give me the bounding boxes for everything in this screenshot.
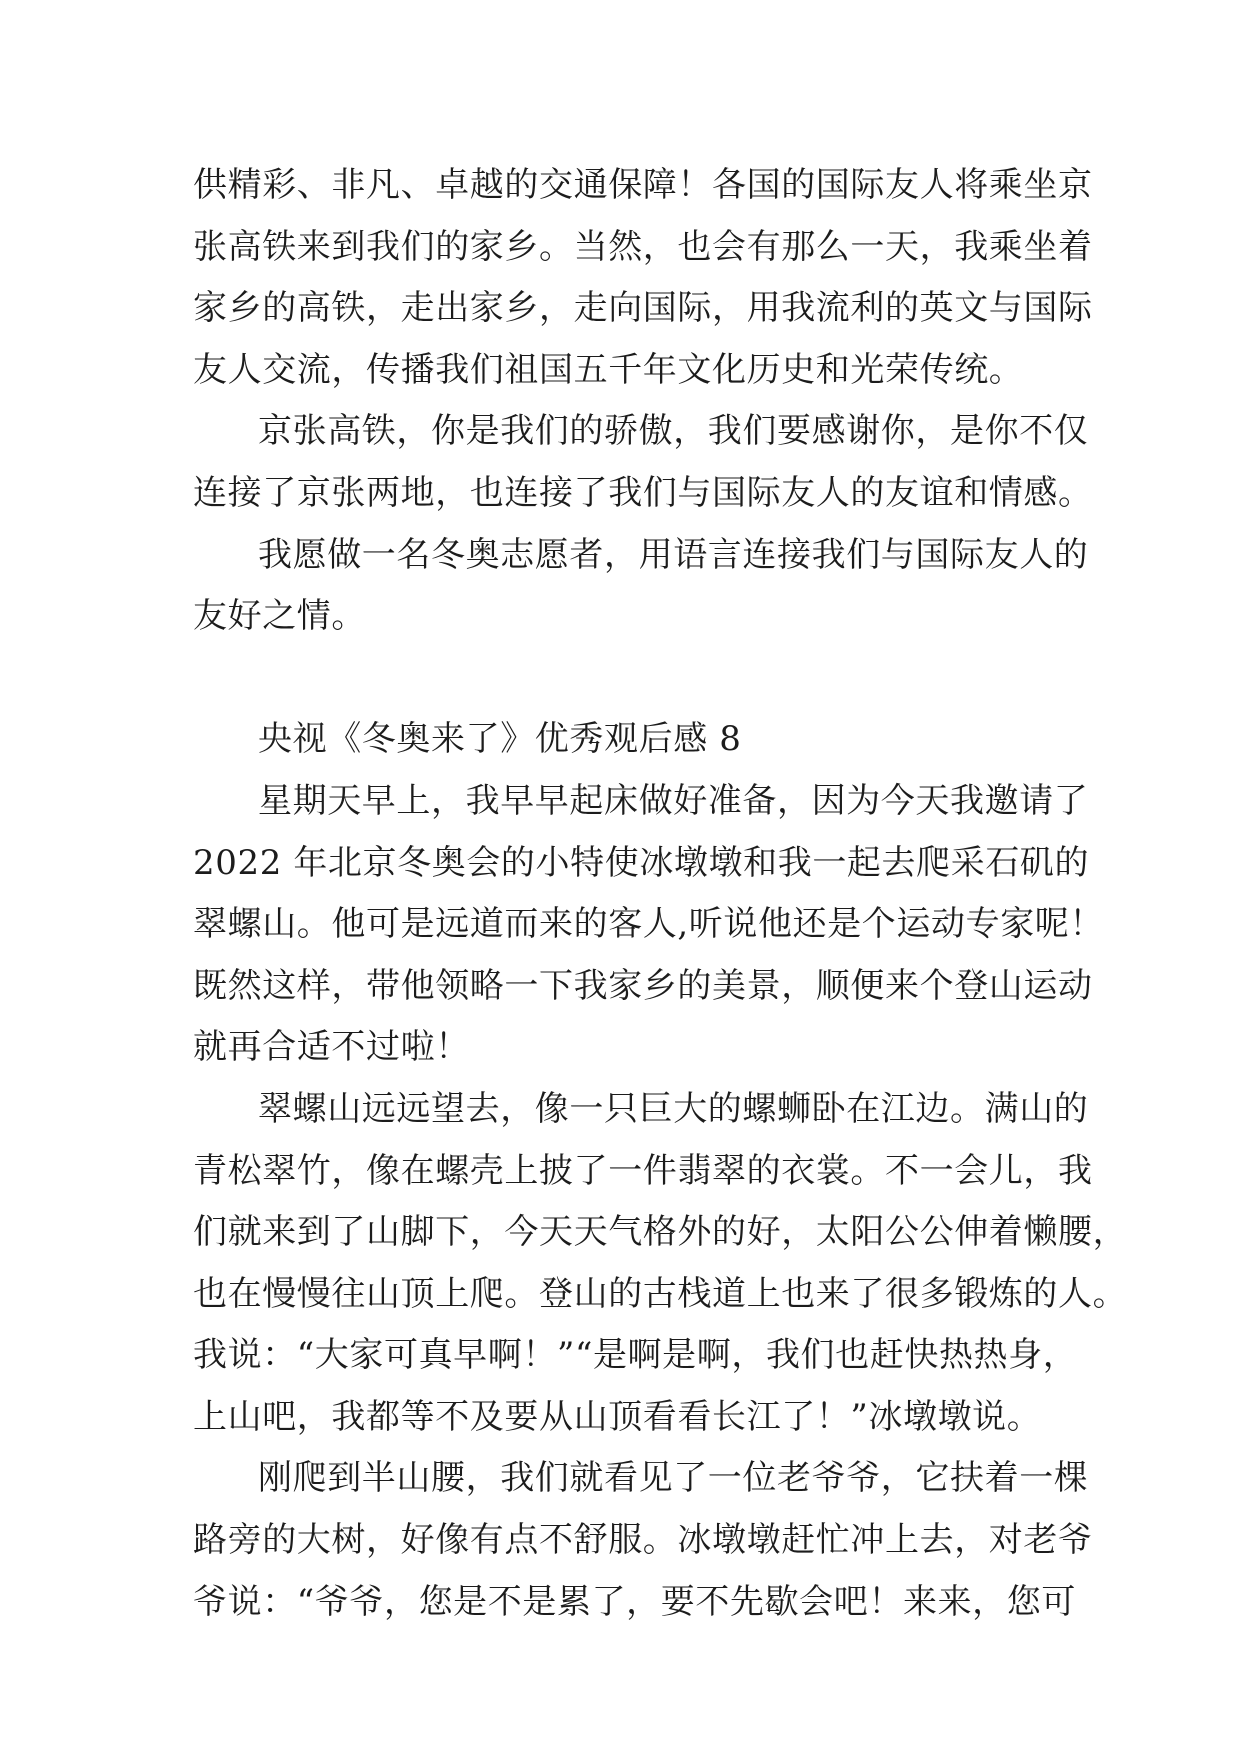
text-line: 们就来到了山脚下，今天天气格外的好，太阳公公伸着懒腰，	[193, 1212, 1128, 1253]
document-page	[193, 155, 1128, 1633]
text-line: 路旁的大树，好像有点不舒服。冰墩墩赶忙冲上去，对老爷	[193, 1520, 1093, 1561]
text-line: 星期天早上，我早早起床做好准备，因为今天我邀请了	[258, 780, 1089, 821]
text-line: 就再合适不过啦！	[193, 1027, 470, 1068]
text-line: 供精彩、非凡、卓越的交通保障！各国的国际友人将乘坐京	[193, 165, 1093, 205]
text-line: 家乡的高铁，走出家乡，走向国际，用我流利的英文与国际	[193, 288, 1093, 329]
text-line: 2022 年北京冬奥会的小特使冰墩墩和我一起去爬采石矶的	[193, 842, 1090, 883]
text-line: 我说：“大家可真早啊！”“是啊是啊，我们也赶快热热身，	[193, 1335, 1078, 1376]
text-line: 翠螺山。他可是远道而来的客人,听说他还是个运动专家呢！	[193, 904, 1105, 945]
text-line: 也在慢慢往山顶上爬。登山的古栈道上也来了很多锻炼的人。	[193, 1273, 1128, 1314]
text-line: 翠螺山远远望去，像一只巨大的螺蛳卧在江边。满山的	[258, 1088, 1089, 1129]
paragraph	[193, 155, 1093, 401]
text-line: 友好之情。	[193, 596, 366, 637]
text-line: 既然这样，带他领略一下我家乡的美景，顺便来个登山运动	[193, 965, 1093, 1006]
paragraph	[193, 771, 1105, 1079]
text-line: 爷说：“爷爷，您是不是累了，要不先歇会吧！来来，您可	[193, 1581, 1076, 1622]
text-line: 友人交流，传播我们祖国五千年文化历史和光荣传统。	[193, 349, 1024, 390]
text-line: 张高铁来到我们的家乡。当然，也会有那么一天，我乘坐着	[193, 226, 1093, 267]
paragraph	[193, 1448, 1093, 1633]
text-line: 连接了京张两地，也连接了我们与国际友人的友谊和情感。	[193, 472, 1093, 513]
text-line: 青松翠竹，像在螺壳上披了一件翡翠的衣裳。不一会儿，我	[193, 1150, 1093, 1191]
text-line: 上山吧，我都等不及要从山顶看看长江了！”冰墩墩说。	[193, 1396, 1042, 1437]
paragraph	[193, 525, 1089, 648]
text-line: 刚爬到半山腰，我们就看见了一位老爷爷，它扶着一棵	[258, 1458, 1089, 1499]
paragraph	[193, 1079, 1128, 1449]
blank-line	[193, 648, 1058, 710]
text-line: 我愿做一名冬奥志愿者，用语言连接我们与国际友人的	[258, 534, 1089, 575]
text-line: 京张高铁，你是我们的骄傲，我们要感谢你，是你不仅	[258, 411, 1089, 452]
section-title: 央视《冬奥来了》优秀观后感 8	[258, 719, 742, 760]
paragraph	[193, 401, 1093, 524]
